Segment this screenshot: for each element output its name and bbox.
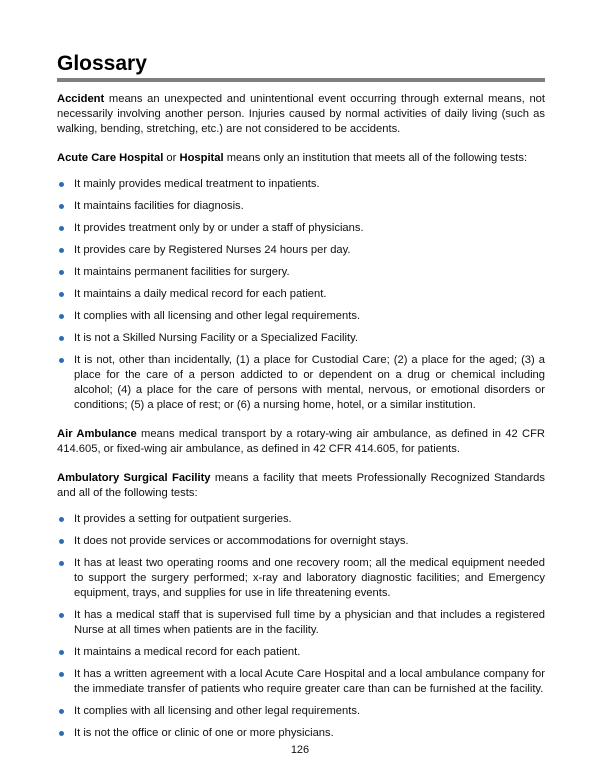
page-title: Glossary	[57, 52, 147, 75]
definition-text: means an unexpected and unintentional event occurring through external means, not necessarily involving another person. Injuries caused by normal activities of daily living (such as walking, bending, stretching, etc.) are not considered to be accidents.	[57, 93, 545, 135]
title-divider	[57, 78, 545, 82]
list-item-text: It complies with all licensing and other legal requirements.	[74, 705, 361, 717]
list-item-text: It is not a Skilled Nursing Facility or a Specialized Facility.	[74, 332, 358, 344]
page-number: 126	[290, 744, 310, 756]
list-item-text: It maintains facilities for diagnosis.	[74, 200, 244, 212]
bullet-icon	[59, 248, 64, 253]
glossary-entry	[57, 427, 545, 457]
definition-text: means medical transport by a rotary-wing air ambulance, as defined in 42 CFR 414.605, or fixed-wing air ambulance, as defined in 42 CFR 414.605, for patients.	[57, 428, 545, 455]
glossary-term: Air Ambulance	[57, 428, 137, 440]
list-item	[57, 608, 545, 638]
list-item-text: It is not, other than incidentally, (1) a place for Custodial Care; (2) a place for the aged; (3) a place for the care of a person addicted to or dependent on a drug or chemical including alcohol; (4) a place for the care of persons with mental, nervous, or emotional disorders or conditions; (5) a place of rest; or (6) a nursing home, hotel, or a similar institution.	[74, 354, 545, 411]
list-item	[57, 177, 545, 192]
list-item	[57, 309, 545, 324]
definition-text: or	[163, 152, 180, 164]
definition-paragraph	[57, 471, 545, 501]
glossary-content	[57, 92, 545, 755]
bullet-icon	[59, 204, 64, 209]
list-item	[57, 243, 545, 258]
bullet-icon	[59, 182, 64, 187]
bullet-icon	[59, 561, 64, 566]
glossary-term: Hospital	[179, 152, 224, 164]
bullet-icon	[59, 336, 64, 341]
bullet-icon	[59, 292, 64, 297]
list-item	[57, 331, 545, 346]
bullet-icon	[59, 650, 64, 655]
list-item-text: It has a medical staff that is supervised full time by a physician and that includes a registered Nurse at all times when patients are in the facility.	[74, 609, 545, 636]
list-item-text: It provides treatment only by or under a staff of physicians.	[74, 222, 364, 234]
bullet-icon	[59, 270, 64, 275]
list-item	[57, 704, 545, 719]
list-item-text: It complies with all licensing and other legal requirements.	[74, 310, 361, 322]
list-item	[57, 645, 545, 660]
bullet-icon	[59, 517, 64, 522]
definition-text: means a facility that meets Professionally Recognized Standards and all of the following tests:	[57, 472, 545, 499]
list-item	[57, 556, 545, 601]
list-item	[57, 287, 545, 302]
bullet-icon	[59, 613, 64, 618]
bullet-icon	[59, 539, 64, 544]
list-item-text: It maintains a medical record for each patient.	[74, 646, 301, 658]
list-item	[57, 265, 545, 280]
list-item-text: It has at least two operating rooms and one recovery room; all the medical equipment needed to support the surgery performed; x-ray and laboratory diagnostic facilities; and Emergency equipment, trays, and supplies for use in life threatening events.	[74, 557, 545, 599]
glossary-term: Acute Care Hospital	[57, 152, 164, 164]
list-item	[57, 353, 545, 413]
criteria-list	[57, 512, 545, 741]
list-item-text: It maintains a daily medical record for each patient.	[74, 288, 327, 300]
list-item	[57, 667, 545, 697]
list-item-text: It provides a setting for outpatient surgeries.	[74, 513, 292, 525]
list-item-text: It provides care by Registered Nurses 24 hours per day.	[74, 244, 351, 256]
glossary-entry	[57, 92, 545, 137]
bullet-icon	[59, 358, 64, 363]
list-item-text: It is not the office or clinic of one or more physicians.	[74, 727, 334, 739]
list-item-text: It has a written agreement with a local Acute Care Hospital and a local ambulance company for the immediate transfer of patients who require greater care than can be furnished at the facility.	[74, 668, 545, 695]
list-item-text: It does not provide services or accommodations for overnight stays.	[74, 535, 409, 547]
glossary-term: Ambulatory Surgical Facility	[57, 472, 211, 484]
bullet-icon	[59, 226, 64, 231]
list-item-text: It mainly provides medical treatment to inpatients.	[74, 178, 320, 190]
bullet-icon	[59, 709, 64, 714]
list-item	[57, 199, 545, 214]
list-item	[57, 726, 545, 741]
list-item	[57, 534, 545, 549]
bullet-icon	[59, 731, 64, 736]
list-item	[57, 221, 545, 236]
definition-paragraph	[57, 427, 545, 457]
definition-paragraph	[57, 151, 545, 166]
glossary-term: Accident	[57, 93, 105, 105]
glossary-entry	[57, 151, 545, 413]
definition-paragraph	[57, 92, 545, 137]
glossary-entry	[57, 471, 545, 741]
list-item	[57, 512, 545, 527]
bullet-icon	[59, 314, 64, 319]
criteria-list	[57, 177, 545, 413]
list-item-text: It maintains permanent facilities for surgery.	[74, 266, 290, 278]
definition-text: means only an institution that meets all of the following tests:	[223, 152, 528, 164]
bullet-icon	[59, 672, 64, 677]
